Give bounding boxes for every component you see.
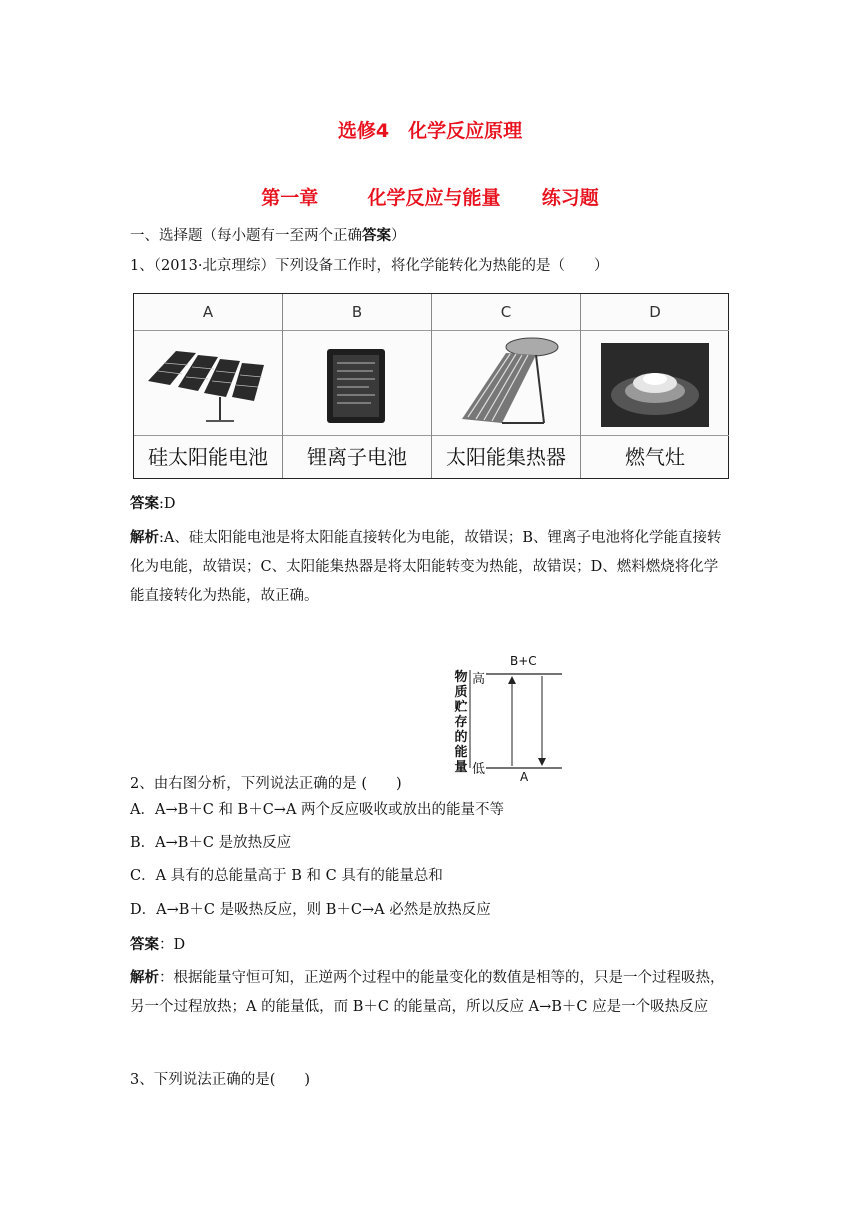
option-b-caption: 锂离子电池 xyxy=(283,435,431,478)
q2-stem: 2、由右图分析，下列说法正确的是 ( ) xyxy=(130,776,402,792)
q2-analysis: 解析：根据能量守恒可知，正逆两个过程中的能量变化的数值是相等的，只是一个过程吸热，另一个过程放热；A 的能量低，而 B＋C 的能量高，所以反应 A→B＋C 应是一个吸热反应 xyxy=(130,969,725,1015)
q2-option-d: D．A→B＋C 是吸热反应，则 B＋C→A 必然是放热反应 xyxy=(130,902,491,918)
q2-option-a: A．A→B＋C 和 B＋C→A 两个反应吸收或放出的能量不等 xyxy=(130,802,505,818)
chapter-name: 化学反应与能量 xyxy=(367,187,501,209)
energy-bottom-level-label: A xyxy=(520,770,529,784)
energy-top-level-label: B+C xyxy=(510,654,537,668)
option-c-caption: 太阳能集热器 xyxy=(432,435,580,478)
option-d-cell xyxy=(581,294,729,478)
option-a-letter: A xyxy=(134,294,282,331)
q3-stem: 3、下列说法正确的是( ) xyxy=(130,1072,311,1088)
energy-low-label: 低 xyxy=(472,762,486,777)
chapter-title xyxy=(0,183,860,210)
gas-stove-icon xyxy=(581,331,729,435)
chapter-suffix: 练习题 xyxy=(541,187,599,209)
q2-option-b: B．A→B＋C 是放热反应 xyxy=(130,835,292,851)
option-a-caption: 硅太阳能电池 xyxy=(134,435,282,478)
option-d-caption: 燃气灶 xyxy=(581,435,729,478)
q1-stem: 1、（2013·北京理综）下列设备工作时，将化学能转化为热能的是（ ） xyxy=(130,258,609,274)
solar-panel-icon xyxy=(134,331,282,435)
q2-option-c: C．A 具有的总能量高于 B 和 C 具有的能量总和 xyxy=(130,868,443,884)
q1-options-figure xyxy=(133,293,729,479)
q1-analysis: 解析:A、硅太阳能电池是将太阳能直接转化为电能，故错误；B、锂离子电池将化学能直接转化为电能，故错误；C、太阳能集热器是将太阳能转变为热能，故错误；D、燃料燃烧将化学能直接转化为热能，故正确。 xyxy=(130,529,722,604)
option-c-cell xyxy=(432,294,581,478)
q2-answer: 答案：D xyxy=(130,936,186,953)
main-title: 选修4 化学反应原理 xyxy=(337,120,523,142)
q1-answer: 答案:D xyxy=(130,495,176,512)
energy-arrows xyxy=(450,650,570,790)
battery-icon xyxy=(283,331,431,435)
energy-diagram xyxy=(450,650,570,790)
solar-water-heater-icon xyxy=(432,331,580,435)
energy-high-label: 高 xyxy=(472,672,486,687)
chapter-number: 第一章 xyxy=(261,187,319,209)
energy-axis-label: 物质贮存的能量 xyxy=(454,670,468,775)
option-c-letter: C xyxy=(432,294,580,331)
option-a-cell xyxy=(134,294,283,478)
section-heading: 一、选择题（每小题有一至两个正确答案） xyxy=(130,227,406,244)
option-b-letter: B xyxy=(283,294,431,331)
option-b-cell xyxy=(283,294,432,478)
option-d-letter: D xyxy=(581,294,729,331)
